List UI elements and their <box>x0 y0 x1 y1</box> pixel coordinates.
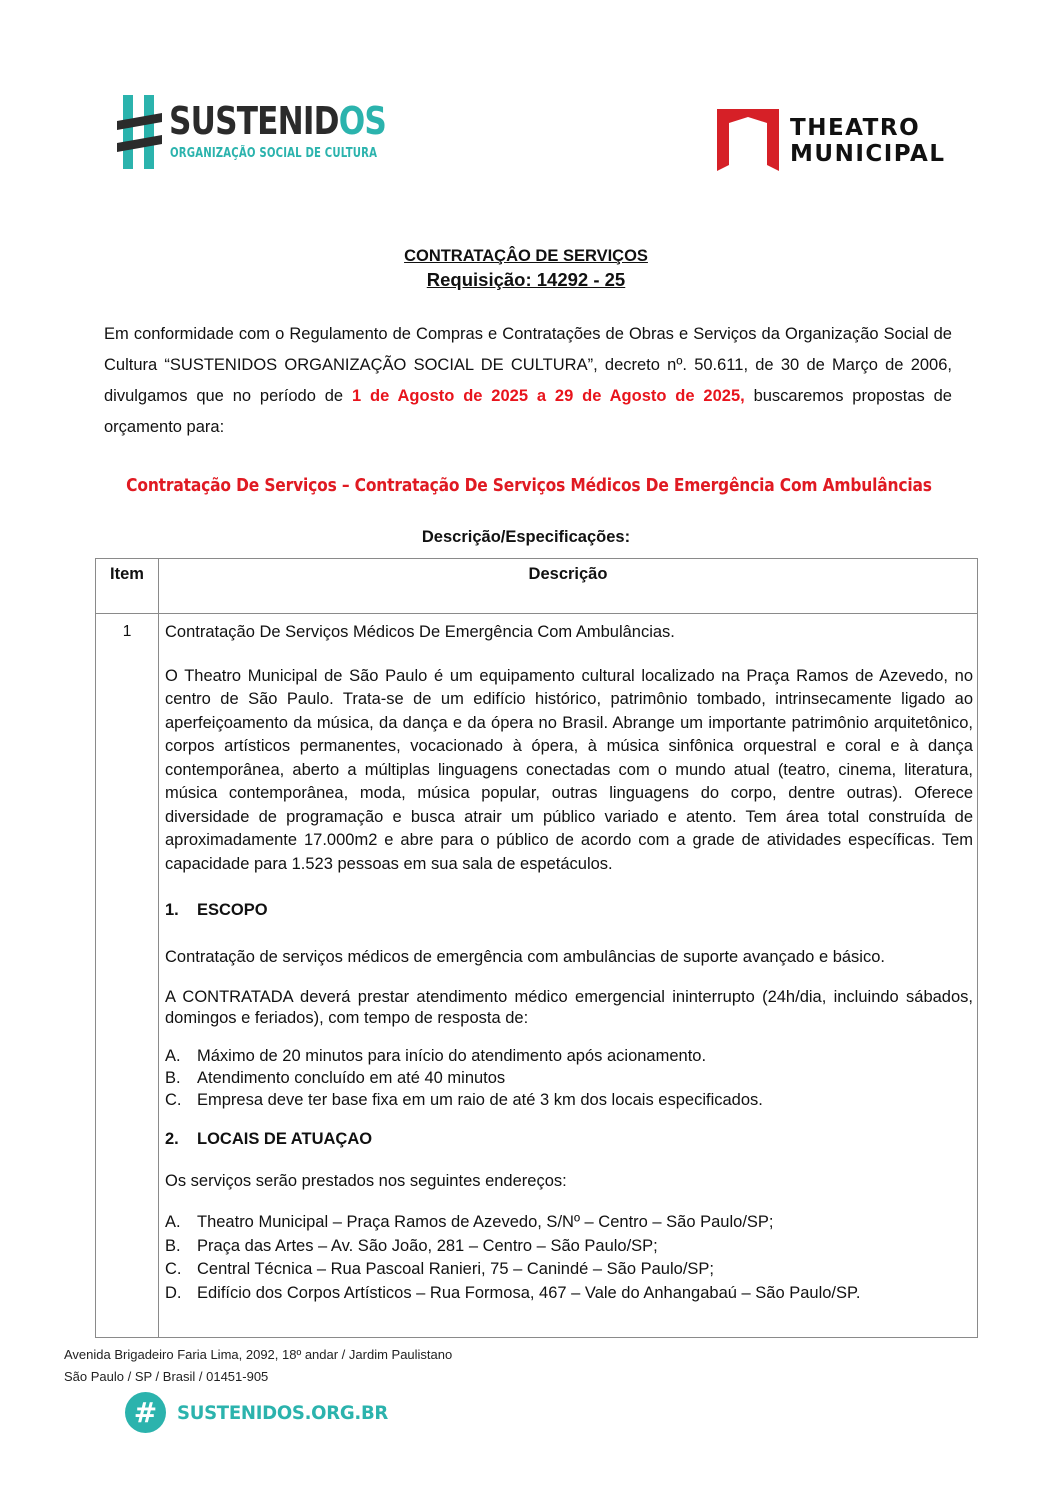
sustenidos-wordmark: SUSTENIDOS <box>169 99 387 143</box>
list-item: B. Atendimento concluído em até 40 minutos <box>165 1069 506 1087</box>
scope-paragraph: A CONTRATADA deverá prestar atendimento médico emergencial ininterrupto (24h/dia, incluindo sábados, domingos e feriados), com tempo de resposta de: <box>165 988 973 1027</box>
scope-paragraph: Contratação de serviços médicos de emergência com ambulâncias de suporte avançado e básico. <box>165 947 885 966</box>
header-item: Item <box>110 565 144 583</box>
item-number: 1 <box>122 623 132 640</box>
intro-paragraph: Em conformidade com o Regulamento de Compras e Contratações de Obras e Serviços da Organização Social de Cultura “SUSTENIDOS ORGANIZAÇÃO SOCIAL DE CULTURA”, decreto nº. 50.611, de 30 de Março de 2006, divulgamos que no período de 1 de Agosto de 2025 a 29 de Agosto de 2025, buscaremos propostas de orçamento para: <box>104 325 952 436</box>
hash-icon <box>117 95 162 169</box>
section-heading-locations: 2. LOCAIS DE ATUAÇAO <box>165 1130 373 1148</box>
spec-title: Descrição/Especificações: <box>421 528 631 546</box>
item-summary: Contratação De Serviços Médicos De Emergência Com Ambulâncias. <box>165 623 675 641</box>
period-highlight: 1 de Agosto de 2025 a 29 de Agosto de 2025, <box>351 387 745 405</box>
column-divider <box>158 559 159 1337</box>
locations-paragraph: Os serviços serão prestados nos seguintes endereços: <box>165 1171 567 1190</box>
requisition-number: Requisição: 14292 - 25 <box>426 269 626 290</box>
hash-circle-icon: # <box>125 1392 166 1433</box>
document-title: CONTRATAÇÂO DE SERVIÇOS <box>404 247 648 265</box>
section-heading-scope: 1. ESCOPO <box>165 901 268 919</box>
theatro-line1: THEATRO <box>790 115 921 141</box>
footer-address: Avenida Brigadeiro Faria Lima, 2092, 18º andar / Jardim Paulistano São Paulo / SP / Brasil / 01451-905 <box>64 1347 453 1384</box>
list-item: D. Edifício dos Corpos Artísticos – Rua Formosa, 467 – Vale do Anhangabaú – São Paulo/SP. <box>165 1283 861 1302</box>
list-item: C. Empresa deve ter base fixa em um raio de até 3 km dos locais especificados. <box>165 1091 763 1109</box>
sustenidos-logo <box>117 95 387 175</box>
theatro-municipal-logo <box>717 109 957 173</box>
list-item: A. Máximo de 20 minutos para início do atendimento após acionamento. <box>165 1047 707 1065</box>
list-item: B. Praça das Artes – Av. São João, 281 – Centro – São Paulo/SP; <box>165 1236 658 1255</box>
website-link[interactable]: SUSTENIDOS.ORG.BR <box>177 1402 389 1424</box>
spec-table <box>95 558 978 1338</box>
item-description <box>165 621 973 1305</box>
header-description: Descrição <box>528 565 608 583</box>
list-item: C. Central Técnica – Rua Pascoal Ranieri, 75 – Canindé – São Paulo/SP; <box>165 1260 715 1278</box>
footer-website-logo[interactable] <box>125 1392 389 1434</box>
header-divider <box>96 613 977 614</box>
arch-icon <box>717 109 779 171</box>
list-item: A. Theatro Municipal – Praça Ramos de Azevedo, S/Nº – Centro – São Paulo/SP; <box>165 1213 774 1231</box>
about-paragraph: O Theatro Municipal de São Paulo é um equipamento cultural localizado na Praça Ramos de Azevedo, no centro de São Paulo. Trata-se de um edifício histórico, patrimônio tombado, intrinsecamente ligado ao aperfeiçoamento da música, da dança e da ópera no Brasil. Abrange um importante patrimônio arquitetônico, corpos artísticos permanentes, vocacionado à ópera, à música sinfônica orquestral e coral e à dança contemporânea, aberto a múltiplas linguagens conectadas com o mundo atual (teatro, cinema, literatura, música contemporânea, moda, música popular, outras linguagens do corpo, dentre outras). Oferece diversidade de programação e busca atrair um público variado e atento. Tem área total construída de aproximadamente 17.000m2 e abre para o público de acordo com a grade de atividades específicas. Tem capacidade para 1.523 pessoas em sua sala de espetáculos. <box>165 666 973 873</box>
subject-heading: Contratação De Serviços – Contratação De Serviços Médicos De Emergência Com Ambulâncias <box>126 475 932 496</box>
sustenidos-subtitle: ORGANIZAÇÃO SOCIAL DE CULTURA <box>170 146 378 161</box>
theatro-line2: MUNICIPAL <box>790 141 946 167</box>
